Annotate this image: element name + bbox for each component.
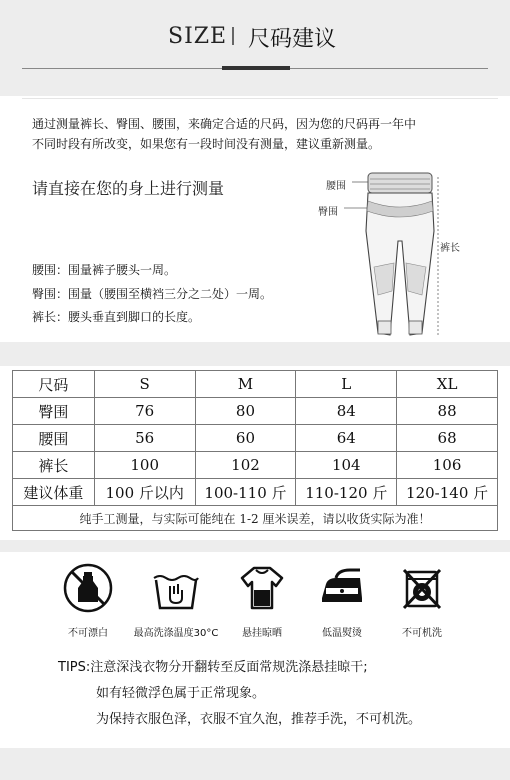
tips-line-3: 为保持衣服色泽，衣服不宜久泡，推荐手洗，不可机洗。 (96, 712, 422, 727)
intro-text-line-1: 通过测量裤长、臀围、腰围，来确定合适的尺码，因为您的尺码再一年中 (32, 117, 417, 131)
care-label-no-bleach: 不可漂白 (68, 628, 108, 639)
definition-waist: 腰围：围量裤子腰头一周。 (32, 263, 177, 277)
table-cell: 臀围 (13, 398, 95, 425)
table-cell: 100-110 斤 (195, 479, 296, 506)
intro-text-line-2: 不同时段有所改变，如果您有一段时间没有测量，建议重新测量。 (32, 137, 381, 151)
measure-heading: 请直接在您的身上进行测量 (32, 179, 225, 198)
no-bleach-icon (62, 562, 114, 614)
table-cell: 84 (296, 398, 397, 425)
no-machine-wash-icon (396, 562, 448, 614)
table-cell: 102 (195, 452, 296, 479)
table-header-cell: M (195, 371, 296, 398)
table-cell: 88 (397, 398, 498, 425)
table-cell: 110-120 斤 (296, 479, 397, 506)
table-cell: 60 (195, 425, 296, 452)
tips-line-2: 如有轻微浮色属于正常现象。 (96, 686, 266, 701)
table-cell: 裤长 (13, 452, 95, 479)
table-cell: 120-140 斤 (397, 479, 498, 506)
table-note: 纯手工测量，与实际可能纯在 1-2 厘米误差，请以收货实际为准！ (13, 506, 498, 531)
table-header-cell: L (296, 371, 397, 398)
page-title: 尺码建议 (248, 27, 337, 52)
table-header-cell: XL (397, 371, 498, 398)
tips-line-1: TIPS:注意深浅衣物分开翻转至反面常规洗涤悬挂晾干; (58, 660, 368, 675)
figure-label-length: 裤长 (440, 243, 460, 254)
care-label-no-machine-wash: 不可机洗 (402, 628, 442, 639)
definition-hip: 臀围：围量（腰围至横裆三分之二处）一周。 (32, 287, 273, 301)
table-cell: 建议体重 (13, 479, 95, 506)
size-table (12, 370, 498, 531)
table-header-cell: S (94, 371, 195, 398)
table-header-row (13, 371, 498, 398)
table-header-cell: 尺码 (13, 371, 95, 398)
care-label-low-iron: 低温熨烫 (322, 628, 362, 639)
table-row (13, 452, 498, 479)
section-divider (0, 540, 510, 552)
table-note-row (13, 506, 498, 531)
table-cell: 腰围 (13, 425, 95, 452)
care-label-hang-dry: 悬挂晾晒 (242, 628, 282, 639)
table-cell: 64 (296, 425, 397, 452)
table-cell: 80 (195, 398, 296, 425)
table-cell: 56 (94, 425, 195, 452)
table-cell: 106 (397, 452, 498, 479)
hang-dry-icon (236, 562, 288, 614)
section-divider (0, 342, 510, 366)
size-label: SIZE (168, 24, 228, 49)
table-cell: 68 (397, 425, 498, 452)
header (0, 0, 510, 96)
figure-label-waist: 腰围 (326, 181, 346, 192)
header-divider (232, 27, 234, 45)
low-iron-icon (316, 562, 368, 614)
table-cell: 104 (296, 452, 397, 479)
footer-band (0, 748, 510, 780)
leggings-icon (318, 171, 494, 347)
table-cell: 76 (94, 398, 195, 425)
table-cell: 100 斤以内 (94, 479, 195, 506)
figure-label-hip: 臀围 (318, 207, 338, 218)
intro-section (22, 98, 498, 356)
table-row (13, 398, 498, 425)
table-cell: 100 (94, 452, 195, 479)
table-row (13, 425, 498, 452)
table-row (13, 479, 498, 506)
header-rule-accent (222, 66, 290, 70)
leggings-figure (318, 171, 494, 347)
wash-30-icon (150, 562, 202, 614)
care-label-wash-30: 最高洗涤温度30°C (133, 628, 219, 639)
definition-length: 裤长：腰头垂直到脚口的长度。 (32, 310, 201, 324)
